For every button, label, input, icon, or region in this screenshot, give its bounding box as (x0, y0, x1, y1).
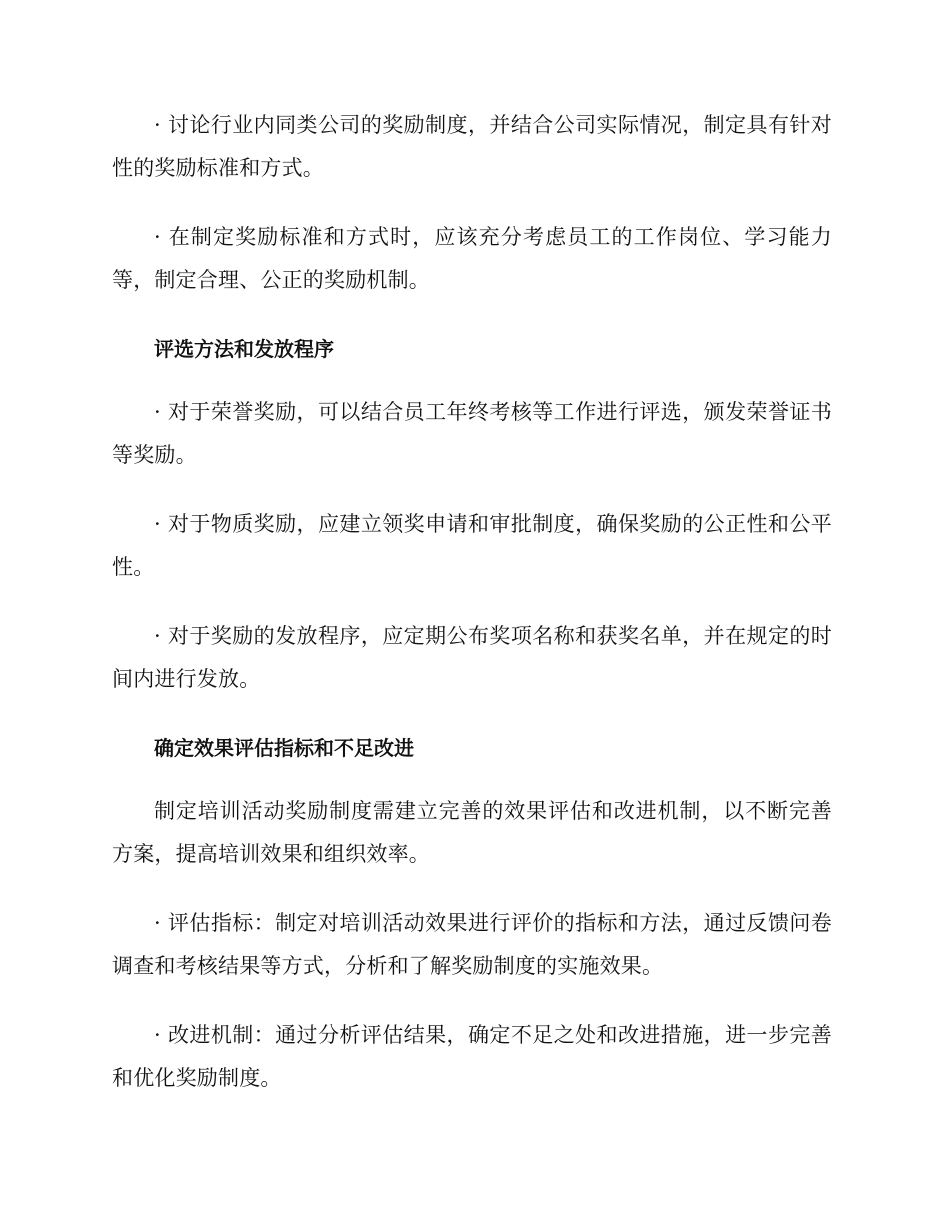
document-body (112, 104, 832, 1126)
bullet-paragraph: · 对于物质奖励，应建立领奖申请和审批制度，确保奖励的公正性和公平性。 (112, 512, 832, 579)
bullet-paragraph: · 讨论行业内同类公司的奖励制度，并结合公司实际情况，制定具有针对性的奖励标准和方式。 (112, 113, 832, 180)
bullet-paragraph: · 改进机制：通过分析评估结果，确定不足之处和改进措施，进一步完善和优化奖励制度。 (112, 1023, 832, 1090)
section-heading: 确定效果评估指标和不足改进 (154, 736, 414, 760)
body-paragraph: 制定培训活动奖励制度需建立完善的效果评估和改进机制，以不断完善方案，提高培训效果和组织效率。 (112, 799, 832, 866)
bullet-paragraph: · 评估指标：制定对培训活动效果进行评价的指标和方法，通过反馈问卷调查和考核结果等方式，分析和了解奖励制度的实施效果。 (112, 911, 832, 978)
bullet-paragraph: · 对于荣誉奖励，可以结合员工年终考核等工作进行评选，颁发荣誉证书等奖励。 (112, 400, 832, 467)
section-heading: 评选方法和发放程序 (154, 337, 334, 361)
bullet-paragraph: · 对于奖励的发放程序，应定期公布奖项名称和获奖名单，并在规定的时间内进行发放。 (112, 624, 832, 691)
bullet-paragraph: · 在制定奖励标准和方式时，应该充分考虑员工的工作岗位、学习能力等，制定合理、公正的奖励机制。 (112, 225, 832, 292)
